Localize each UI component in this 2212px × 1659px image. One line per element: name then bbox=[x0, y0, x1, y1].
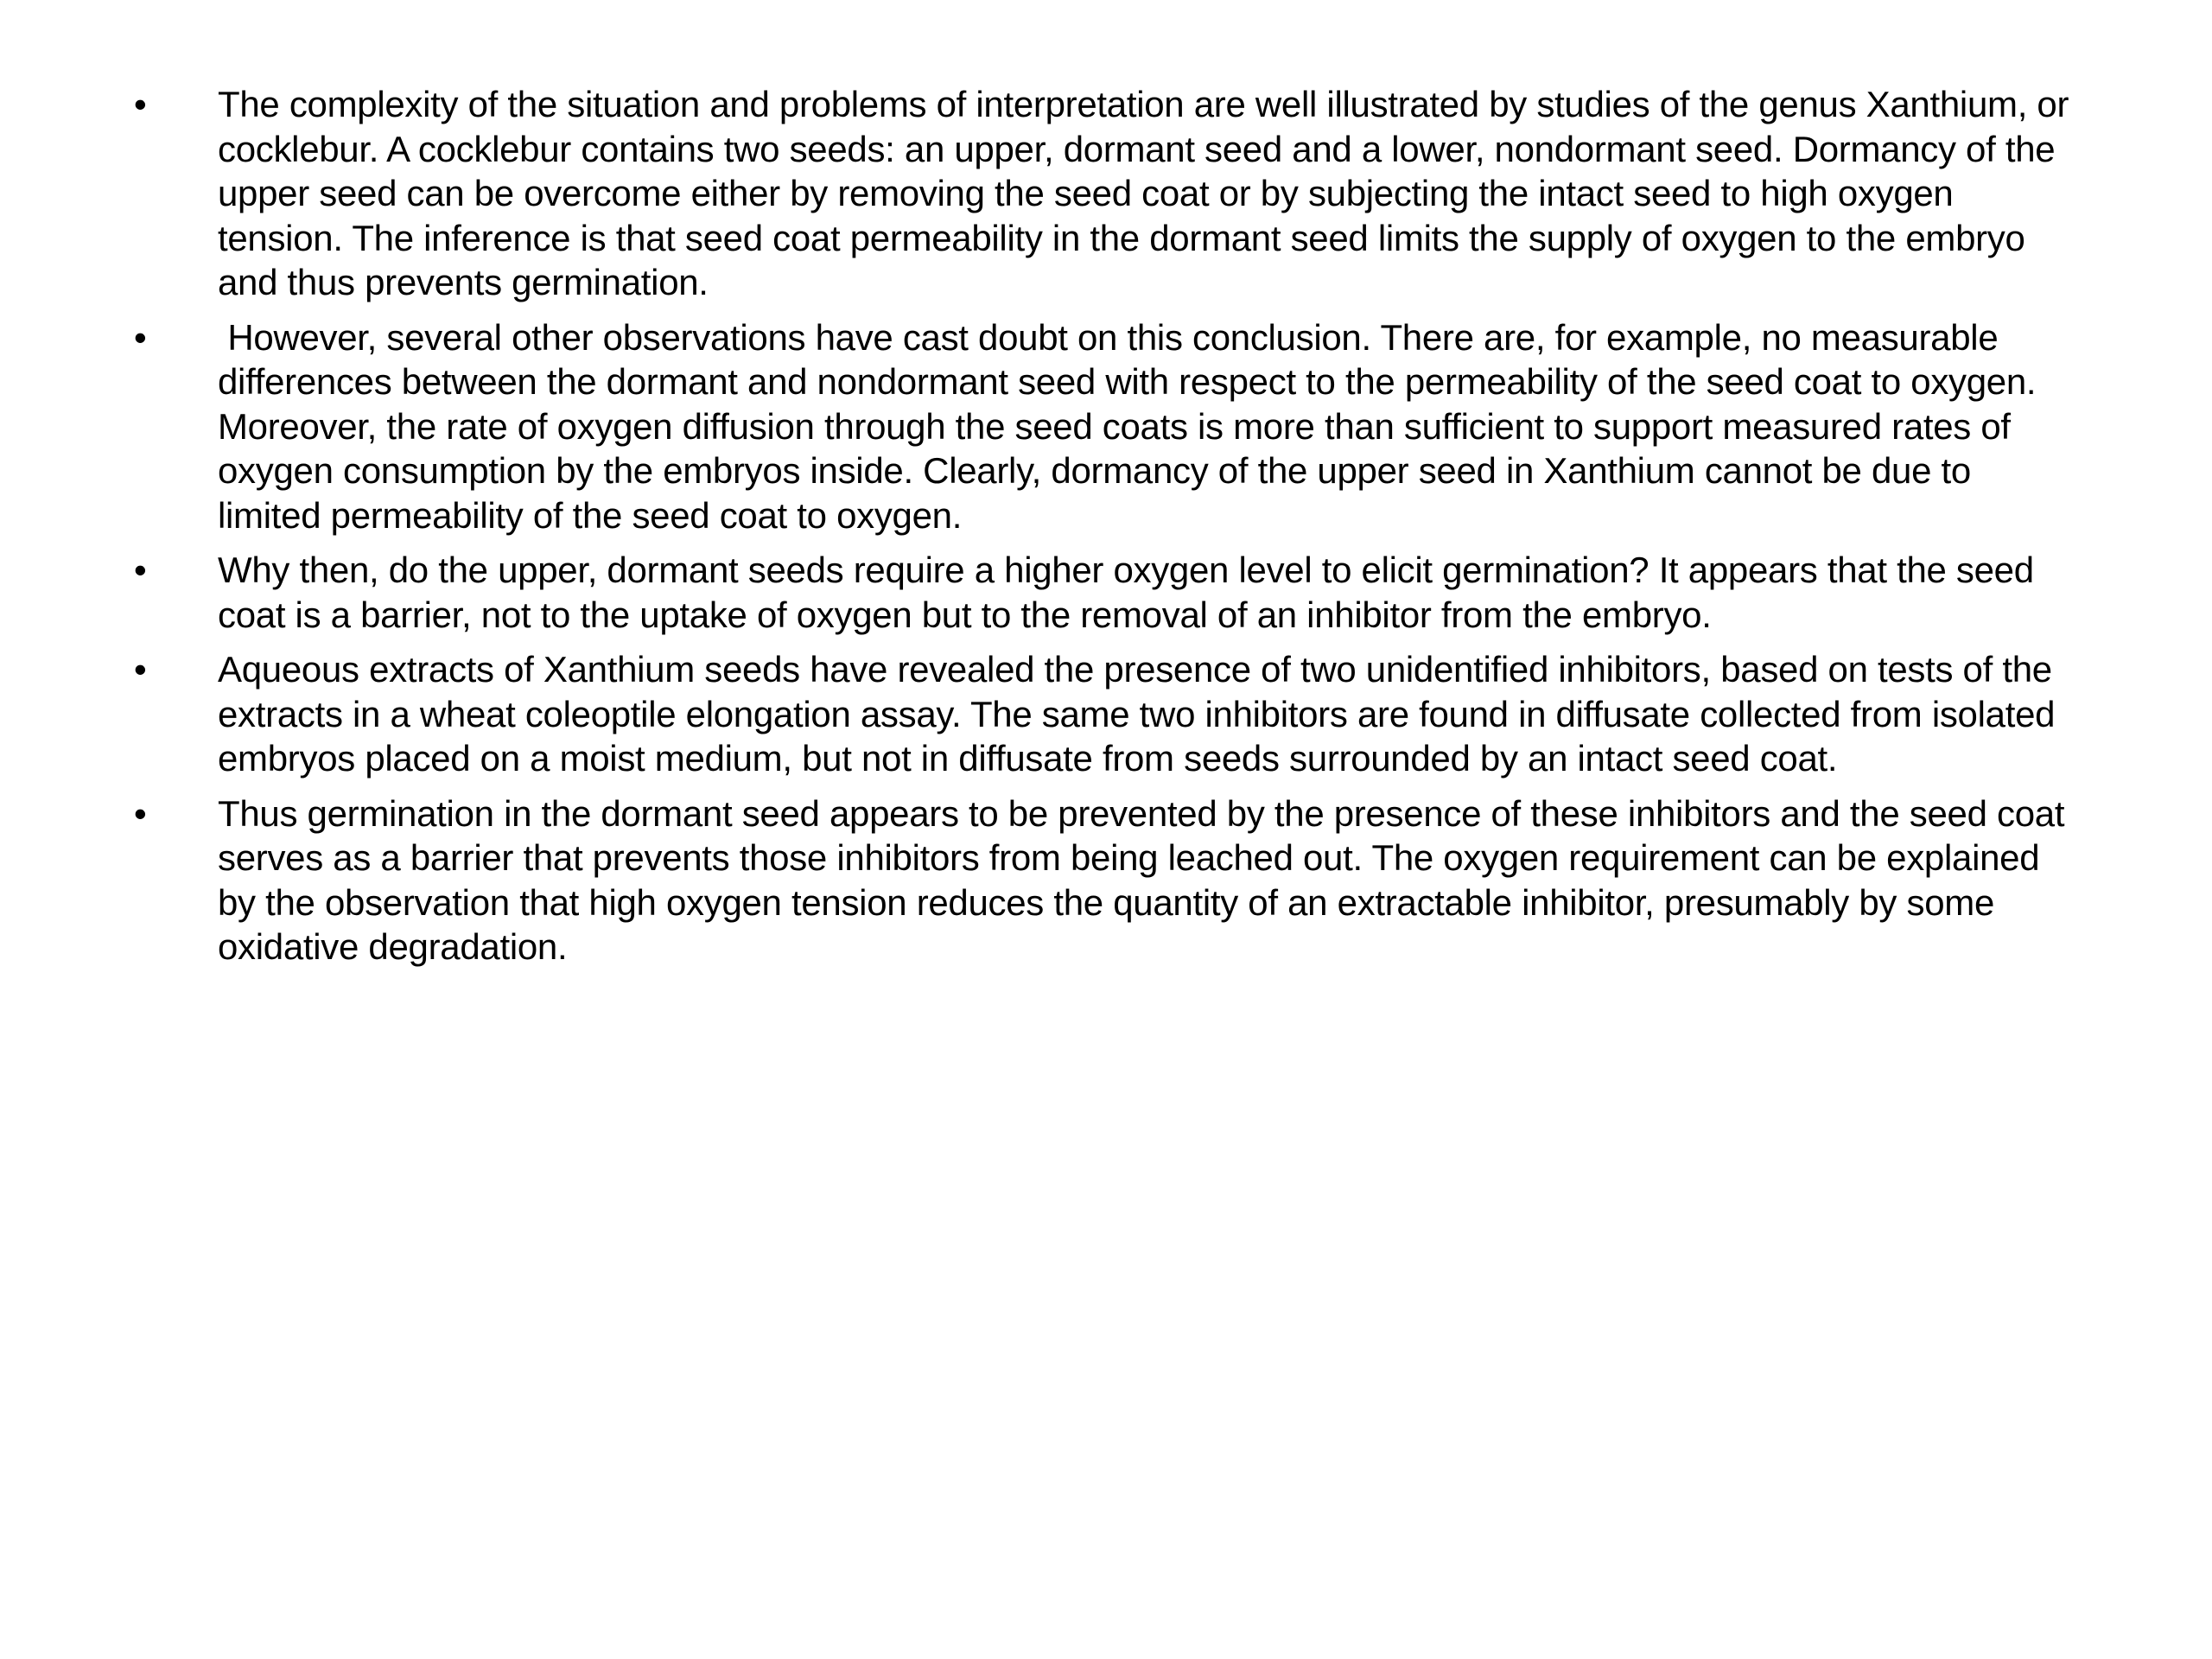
bullet-item-1 bbox=[134, 82, 2082, 305]
bullet-text-2: However, several other observations have cast doubt on this conclusion. There are, for example, no measurable differences between the dormant and nondormant seed with respect to the permeability of the seed coat to oxygen. Moreover, the rate of oxygen diffusion through the seed coats is more than sufficient to support measured rates of oxygen consumption by the embryos inside. Clearly, dormancy of the upper seed in Xanthium cannot be due to limited permeability of the seed coat to oxygen. bbox=[218, 316, 2046, 536]
bullet-item-4 bbox=[134, 647, 2082, 781]
bullet-dot-icon: • bbox=[134, 84, 147, 124]
bullet-text-1: The complexity of the situation and problems of interpretation are well illustrated by studies of the genus Xanthium, or cocklebur. A cocklebur contains two seeds: an upper, dormant seed and a lower, nondormant seed. Dormancy of the upper seed can be overcome either by removing the seed coat or by subjecting the intact seed to high oxygen tension. The inference is that seed coat permeability in the dormant seed limits the supply of oxygen to the embryo and thus prevents germination. bbox=[218, 84, 2069, 302]
bullet-item-3 bbox=[134, 548, 2082, 637]
bullet-dot-icon: • bbox=[134, 550, 147, 590]
bullet-dot-icon: • bbox=[134, 649, 147, 690]
bullet-dot-icon: • bbox=[134, 792, 147, 834]
bullet-text-5: Thus germination in the dormant seed appears to be prevented by the presence of these inhibitors and the seed coat serves as a barrier that prevents those inhibitors from being leached out. The oxygen requirement can be explained by the observation that high oxygen tension reduces the quantity of an extractable inhibitor, presumably by some oxidative degradation. bbox=[218, 792, 2065, 967]
bullet-text-3: Why then, do the upper, dormant seeds require a higher oxygen level to elicit germination? It appears that the seed coat is a barrier, not to the uptake of oxygen but to the removal of an inhibitor from the embryo. bbox=[218, 550, 2034, 635]
bullet-list bbox=[134, 82, 2082, 969]
bullet-dot-icon: • bbox=[134, 316, 147, 358]
bullet-item-2 bbox=[134, 315, 2082, 538]
bullet-text-4: Aqueous extracts of Xanthium seeds have revealed the presence of two unidentified inhibitors, based on tests of the extracts in a wheat coleoptile elongation assay. The same two inhibitors are found in diffusate collected from isolated embryos placed on a moist medium, but not in diffusate from seeds surrounded by an intact seed coat. bbox=[218, 649, 2056, 779]
bullet-item-5 bbox=[134, 791, 2082, 969]
